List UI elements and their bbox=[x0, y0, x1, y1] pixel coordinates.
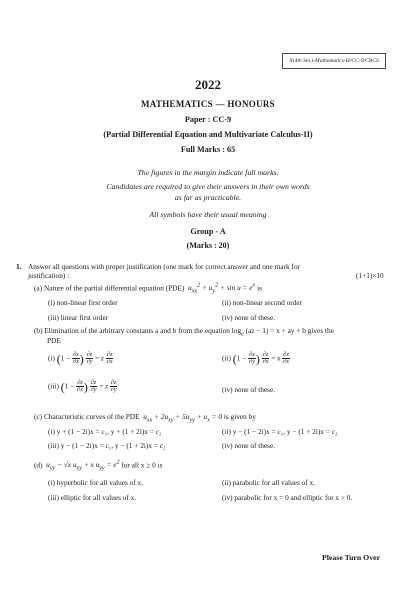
part-b-text: Elimination of the arbitrary constants a and b from the equation log bbox=[44, 326, 242, 335]
part-d-label: (d) bbox=[34, 460, 43, 470]
paper-title: (Partial Differential Equation and Multivariate Calculus-II) bbox=[103, 130, 313, 139]
part-a-option-4: (iv) none of these. bbox=[222, 313, 276, 322]
question-number: 1. bbox=[16, 262, 22, 271]
part-c-text: Characteristic curves of the PDE bbox=[43, 412, 140, 421]
part-c-option-1: (i) y + (1 − 2i)x = c₁, y + (1 + 2i)x = c₂ bbox=[48, 427, 162, 436]
part-d-equation: $u_{yy} - √x$ $u_{xy} + x$ $u_{yy} = e^2$ bbox=[44, 460, 120, 472]
part-a-option-3: (iii) linear first order bbox=[48, 313, 109, 322]
part-c-equation: $u_{xx} + 2u_{xy} + 5u_{yy} + u_x = 0$ bbox=[141, 412, 223, 424]
question-text-line2: justification) : bbox=[28, 271, 70, 280]
part-a-option-2: (ii) non-linear second order bbox=[222, 298, 303, 307]
part-c-option-3: (iii) y − (1 − 2i)x = c₁, y − (1 + 2i)x = c₂ bbox=[48, 441, 166, 450]
part-b-text-cont: (az − 1) = x + ay + b gives the bbox=[245, 326, 334, 335]
part-c-option-2: (ii) y − (1 − 2i)x = c₁, y − (1 + 2i)x = c₂ bbox=[222, 427, 338, 436]
paper-code-box bbox=[282, 53, 386, 69]
instruction-4: All symbols have their usual meaning bbox=[149, 210, 267, 219]
part-d bbox=[34, 460, 162, 473]
part-d-option-4: (iv) parabolic for x = 0 and elliptic for x > 0. bbox=[222, 493, 353, 502]
part-a-option-1: (i) non-linear first order bbox=[48, 298, 118, 307]
part-d-option-3: (iii) elliptic for all values of x. bbox=[48, 493, 137, 502]
part-b-pde: PDE bbox=[47, 336, 61, 345]
part-b-option-4: (iv) none of these. bbox=[222, 385, 276, 394]
part-b-option-3: (iii) (1 − $\frac{\partial z}{\partial x}$ ) $\frac{\partial z}{\partial y}$ = z $\frac{\partial z}{\partial y}$ bbox=[48, 379, 117, 394]
part-a-is: is bbox=[257, 283, 262, 293]
part-b: (b) Elimination of the arbitrary constants a and b from the equation $\log_e (az - 1) = x$ + ay + b gives the bbox=[34, 326, 334, 338]
part-a-equation: $u_{xx}^2 + u_y^2 + \sin u = e^x$ bbox=[186, 283, 256, 295]
instruction-3: as far as practicable. bbox=[174, 193, 242, 202]
subject-title: MATHEMATICS — HONOURS bbox=[141, 99, 275, 109]
question-marks: (1+1)×10 bbox=[356, 271, 384, 280]
instruction-1: The figures in the margin indicate full marks. bbox=[137, 168, 279, 177]
exam-year: 2022 bbox=[195, 77, 221, 92]
part-b-option-2: (ii) (1 − $\frac{\partial z}{\partial y}$ ) $\frac{\partial z}{\partial x}$ = x $\frac{\partial z}{\partial x}$ bbox=[222, 351, 289, 366]
part-b-label: (b) bbox=[34, 326, 43, 335]
paper-number: Paper : CC-9 bbox=[184, 115, 232, 124]
part-c-given: is given by bbox=[223, 412, 256, 421]
please-turn-over: Please Turn Over bbox=[322, 553, 381, 562]
part-d-forall: for all x ≥ 0 is bbox=[121, 460, 163, 470]
group-heading: Group - A bbox=[190, 227, 226, 236]
part-a-label: (a) bbox=[34, 283, 43, 293]
part-c bbox=[34, 412, 256, 425]
part-b-option-1: (i) (1 − $\frac{\partial z}{\partial x}$ ) $\frac{\partial z}{\partial y}$ = z $\frac{\partial z}{\partial x}$ bbox=[48, 351, 113, 366]
part-a-text: Nature of the partial differential equation (PDE) bbox=[43, 283, 185, 293]
part-c-label: (c) bbox=[34, 412, 43, 421]
part-d-option-1: (i) hyperbolic for all values of x. bbox=[48, 478, 144, 487]
instruction-2: Candidates are required to give their answers in their own words bbox=[106, 182, 310, 191]
question-text-line1: Answer all questions with proper justification (one mark for correct answer and one mark for bbox=[28, 262, 300, 271]
part-d-option-2: (ii) parabolic for all values of x. bbox=[222, 478, 315, 487]
part-a bbox=[34, 283, 262, 296]
paper-code: X(4th Sm.)-Mathematics-H/CC-9/CBCS bbox=[289, 57, 379, 64]
full-marks: Full Marks : 65 bbox=[180, 145, 236, 154]
part-c-option-4: (iv) none of these. bbox=[222, 441, 276, 450]
group-marks: (Marks : 20) bbox=[186, 241, 230, 250]
